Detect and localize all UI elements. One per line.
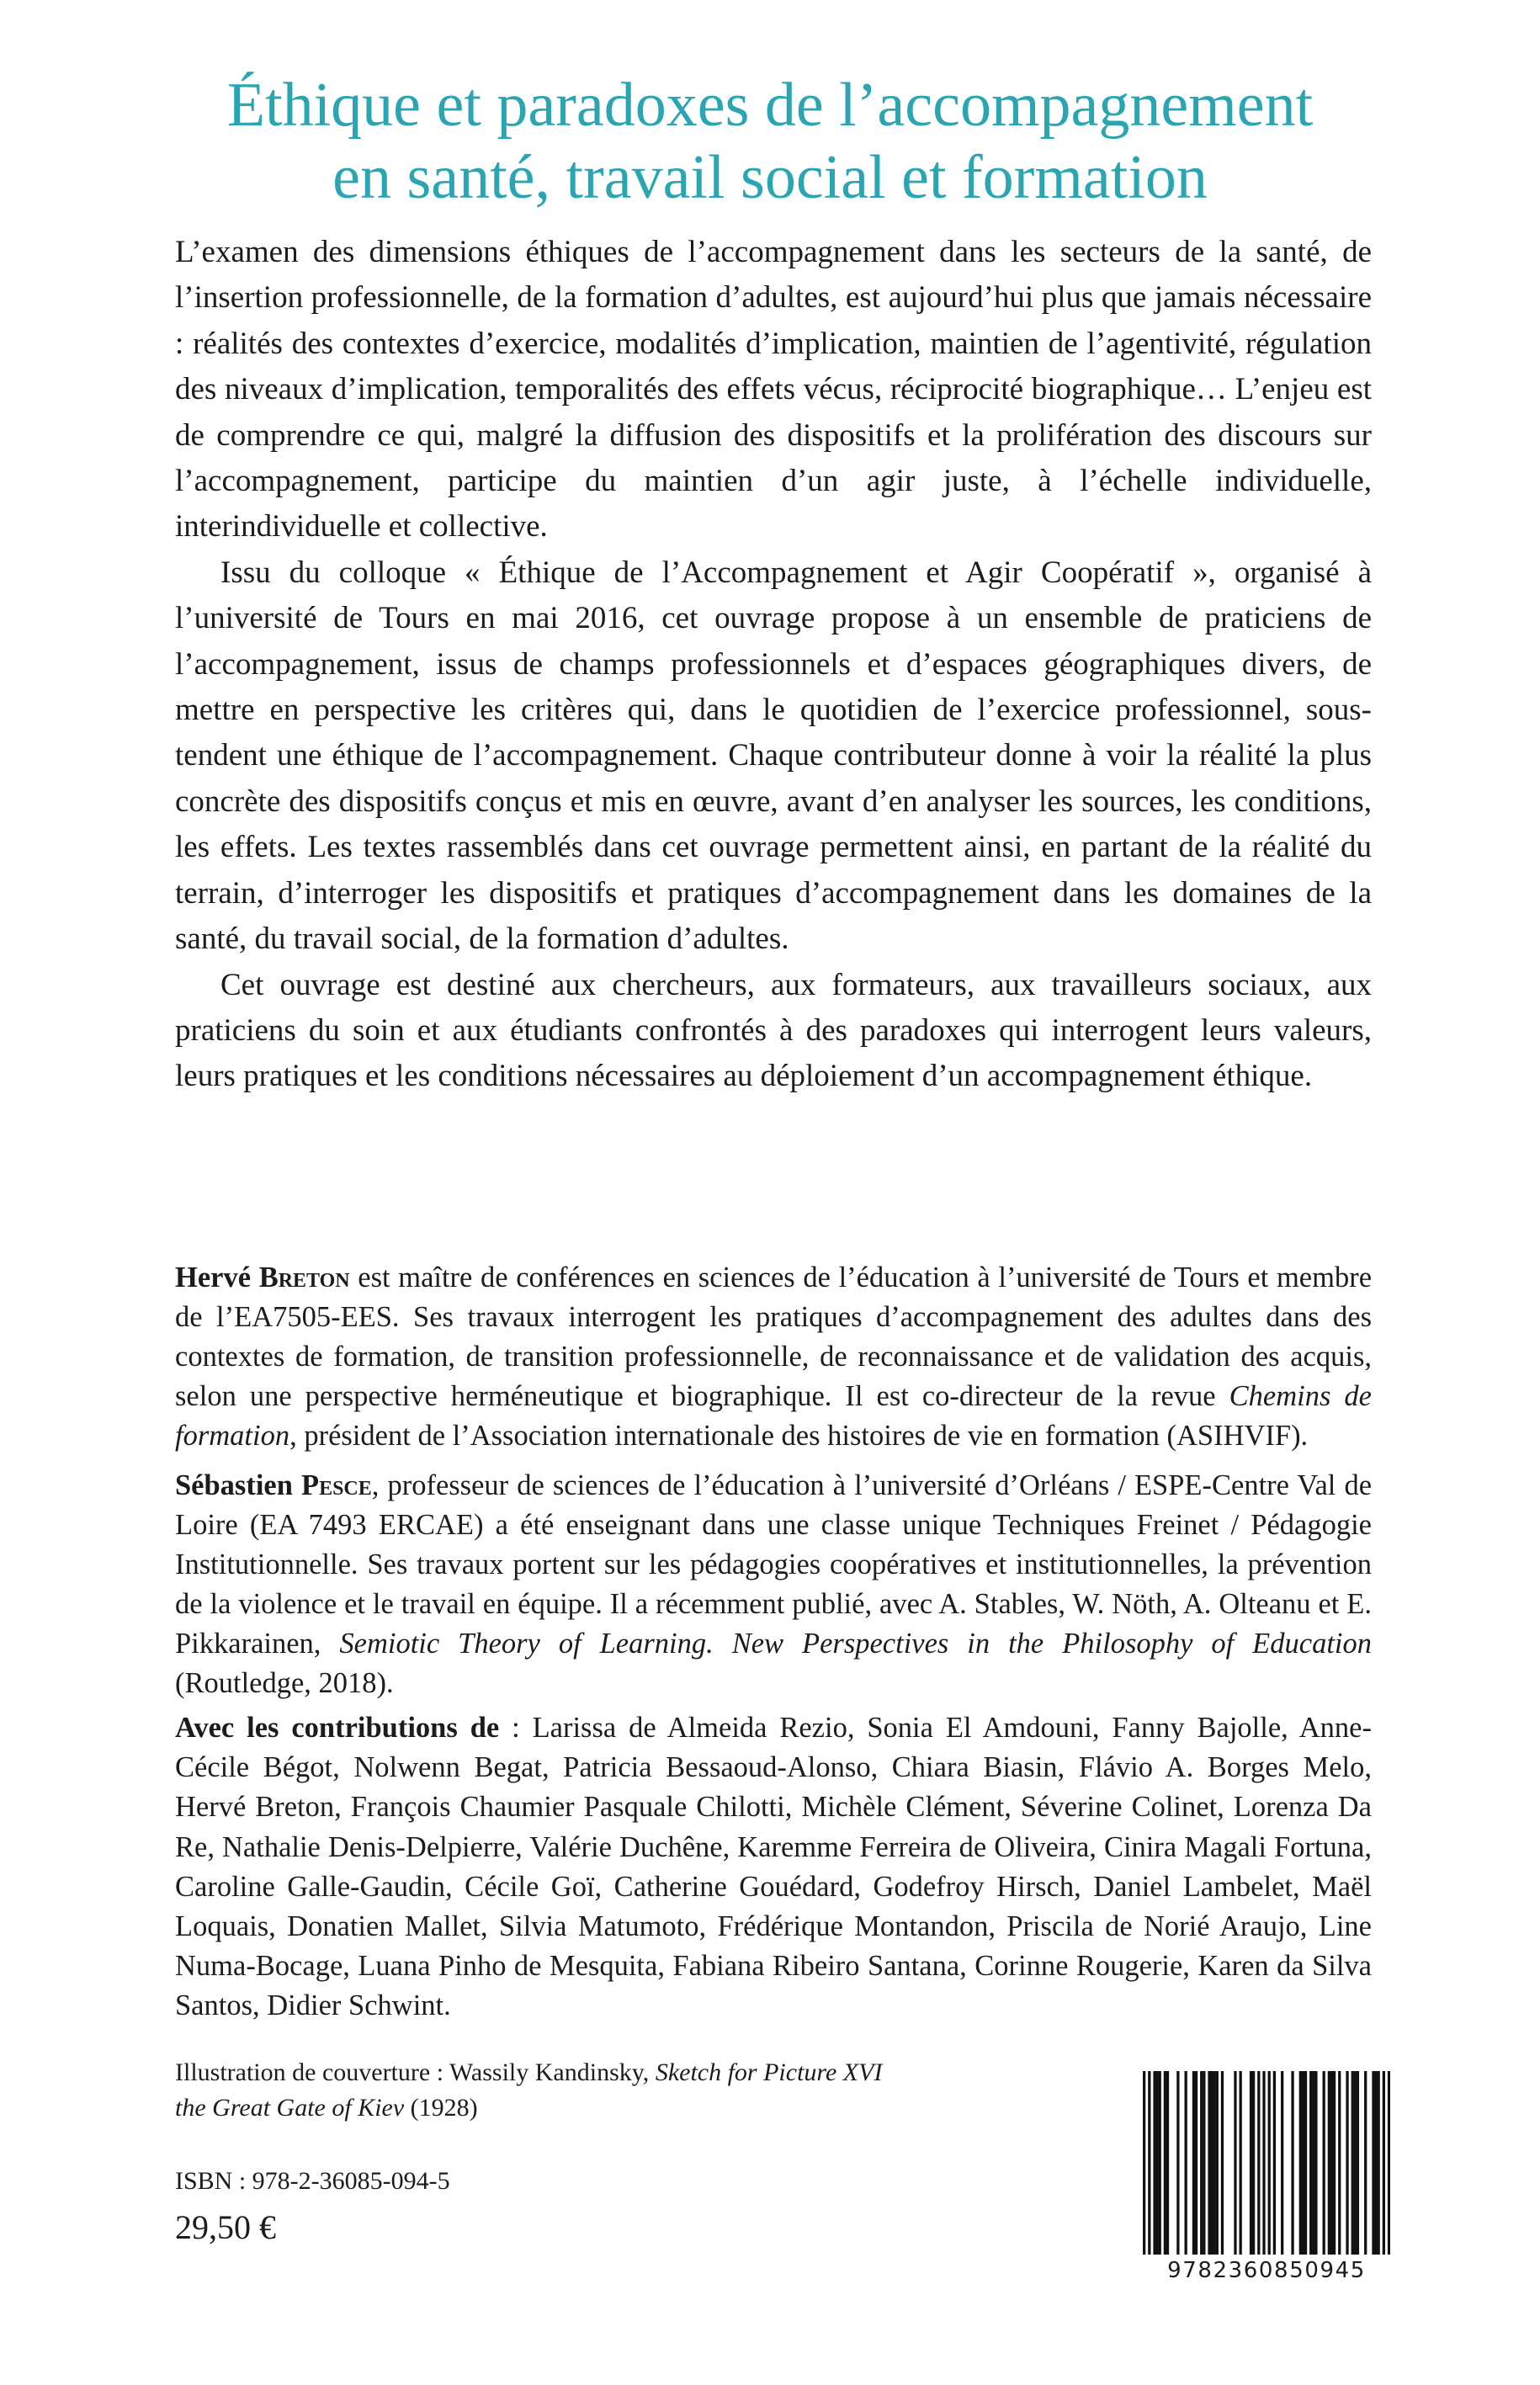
contributors-list (175, 1708, 1372, 2026)
contributors-section (175, 1708, 1372, 2026)
barcode-bar (1273, 2071, 1276, 2255)
credit-prefix: Illustration de couverture : Wassily Kandinsky, (175, 2058, 656, 2086)
barcode-bar (1143, 2071, 1145, 2255)
barcode-bars (1143, 2071, 1390, 2255)
barcode-bar (1372, 2071, 1374, 2255)
barcode-bar (1195, 2071, 1197, 2255)
barcode-bar (1257, 2071, 1260, 2255)
barcode-bar (1304, 2071, 1307, 2255)
artwork-title-1: Sketch for Picture XVI (655, 2058, 883, 2086)
barcode-bar (1351, 2071, 1354, 2255)
barcode-bar (1330, 2071, 1333, 2255)
barcode-bar (1216, 2071, 1219, 2255)
summary-paragraph-1: L’examen des dimensions éthiques de l’accompagnement dans les secteurs de la santé, de l’insertion professionnelle, de la formation d’adultes, est aujourd’hui plus que jamais nécessaire : réalités des contextes d’exercice, modalités d’implication, maintien de l’agentivité, régulation des niveaux d’implication, temporalités des effets vécus, réciprocité biographique… L’enjeu est de comprendre ce qui, malgré la diffusion des dispositifs et la prolifération des discours sur l’accompagnement, participe du maintien d’un agir juste, à l’échelle individuelle, interindividuelle et collective. (175, 235, 1372, 544)
barcode-bar (1388, 2071, 1390, 2255)
barcode-bar (1200, 2071, 1203, 2255)
summary-paragraph-2: Issu du colloque « Éthique de l’Accompagnement et Agir Coopératif », organisé à l’université de Tours en mai 2016, cet ouvrage propose à un ensemble de praticiens de l’accompagnement, issus de champs professionnels et d’espaces géographiques divers, de mettre en perspective les critères qui, dans le quotidien de l’exercice professionnel, sous-tendent une éthique de l’accompagnement. Chaque contributeur donne à voir la réalité la plus concrète des dispositifs conçus et mis en œuvre, avant d’en analyser les sources, les conditions, les effets. Les textes rassemblés dans cet ouvrage permettent ainsi, en partant de la réalité du terrain, d’interroger les dispositifs et pratiques d’accompagnement dans les domaines de la santé, du travail social, de la formation d’adultes. (175, 555, 1372, 957)
barcode-bar (1364, 2071, 1367, 2255)
bio-text: , président de l’Association internationale des histoires de vie en formation (ASIHVIF). (289, 1420, 1309, 1452)
barcode-bar (1210, 2071, 1213, 2255)
barcode-bar (1268, 2071, 1271, 2255)
barcode-digits: 9782360850945 (1167, 2258, 1366, 2283)
barcode-bar (1302, 2071, 1304, 2255)
author-first-name: Sébastien (175, 1469, 293, 1501)
barcode-bar (1234, 2071, 1236, 2255)
bio-pesce (175, 1466, 1372, 1703)
artwork-year: (1928) (404, 2094, 478, 2122)
barcode-bar (1240, 2071, 1242, 2255)
barcode (1143, 2071, 1390, 2283)
barcode-bar (1185, 2071, 1187, 2255)
book-title-reference: Semiotic Theory of Learning. New Perspectives in the Philosophy of Education (339, 1628, 1372, 1660)
barcode-bar (1309, 2071, 1312, 2255)
barcode-bar (1299, 2071, 1302, 2255)
barcode-bar (1155, 2071, 1158, 2255)
price: 29,50 € (175, 2208, 276, 2246)
barcode-bar (1148, 2071, 1150, 2255)
barcode-bar (1383, 2071, 1385, 2255)
author-bios (175, 1258, 1372, 1703)
contributors-names: : Larissa de Almeida Rezio, Sonia El Amdouni, Fanny Bajolle, Anne-Cécile Bégot, Nolwenn Begat, Patricia Bessaoud-Alonso, Chiara Biasin, Flávio A. Borges Melo, Hervé Breton, François Chaumier Pasquale Chilotti, Michèle Clément, Séverine Colinet, Lorenza Da Re, Nathalie Denis-Delpierre, Valérie Duchêne, Karemme Ferreira de Oliveira, Cinira Magali Fortuna, Caroline Galle-Gaudin, Cécile Goï, Catherine Gouédard, Godefroy Hirsch, Daniel Lambelet, Maël Loquais, Donatien Mallet, Silvia Matumoto, Frédérique Montandon, Priscila de Norié Araujo, Line Numa-Bocage, Luana Pinho de Mesquita, Fabiana Ribeiro Santana, Corinne Rougerie, Karen da Silva Santos, Didier Schwint. (175, 1712, 1372, 2022)
barcode-bar (1354, 2071, 1357, 2255)
barcode-bar (1176, 2071, 1179, 2255)
barcode-bar (1208, 2071, 1210, 2255)
barcode-bar (1213, 2071, 1216, 2255)
barcode-bar (1203, 2071, 1205, 2255)
barcode-bar (1323, 2071, 1325, 2255)
title-line-2: en santé, travail social et formation (332, 143, 1208, 212)
barcode-bar (1357, 2071, 1359, 2255)
barcode-bar (1164, 2071, 1166, 2255)
barcode-bar (1378, 2071, 1380, 2255)
barcode-bar (1250, 2071, 1252, 2255)
bio-text: est maître de conférences en sciences de l’éducation à l’université de Tours et membre de l’EA7505-EES. Ses travaux interrogent les pratiques d’accompagnement des adultes dans des contextes de formation, de transition professionnelle, de reconnaissance et de validation des acquis, selon une perspective herméneutique et biographique. Il est co-directeur de la revue (175, 1262, 1373, 1412)
barcode-bar (1221, 2071, 1224, 2255)
author-last-name: Breton (258, 1262, 350, 1293)
author-last-name: Pesce (301, 1469, 372, 1501)
barcode-bar (1346, 2071, 1348, 2255)
isbn: ISBN : 978-2-36085-094-5 (175, 2167, 450, 2195)
barcode-bar (1338, 2071, 1341, 2255)
barcode-bar (1166, 2071, 1169, 2255)
barcode-bar (1314, 2071, 1317, 2255)
barcode-bar (1333, 2071, 1336, 2255)
title-line-1: Éthique et paradoxes de l’accompagnement (226, 71, 1314, 140)
barcode-bar (1374, 2071, 1377, 2255)
bio-breton (175, 1258, 1372, 1456)
author-first-name: Hervé (175, 1262, 252, 1293)
barcode-bar (1312, 2071, 1314, 2255)
barcode-bar (1192, 2071, 1195, 2255)
barcode-bar (1328, 2071, 1330, 2255)
bio-text: , professeur de sciences de l’éducation à l’université d’Orléans / ESPE-Centre Val de Loire (EA 7493 ERCAE) a été enseignant dans une classe unique Techniques Freinet / Pédagogie Institutionnelle. Ses travaux portent sur les pédagogies coopératives et institutionnelles, la prévention de la violence et le travail en équipe. Il a récemment publié, avec A. Stables, W. Nöth, A. Olteanu et E. Pikkarainen, (175, 1469, 1373, 1660)
barcode-bar (1262, 2071, 1265, 2255)
journal-title: Chemins de formation (175, 1380, 1372, 1452)
artwork-title-2: the Great Gate of Kiev (175, 2094, 405, 2122)
barcode-bar (1153, 2071, 1155, 2255)
barcode-bar (1252, 2071, 1255, 2255)
contributors-label: Avec les contributions de (175, 1712, 500, 1744)
bio-text: (Routledge, 2018). (175, 1667, 394, 1699)
barcode-bar (1291, 2071, 1293, 2255)
summary-section (175, 230, 1372, 1100)
summary-paragraph-3: Cet ouvrage est destiné aux chercheurs, aux formateurs, aux travailleurs sociaux, aux praticiens du soin et aux étudiants confrontés à des paradoxes qui interrogent leurs valeurs, leurs pratiques et les conditions nécessaires au déploiement d’un accompagnement éthique. (175, 967, 1372, 1094)
cover-credit (175, 2055, 1017, 2126)
barcode-bar (1281, 2071, 1283, 2255)
barcode-bar (1159, 2071, 1161, 2255)
book-title (0, 69, 1540, 214)
